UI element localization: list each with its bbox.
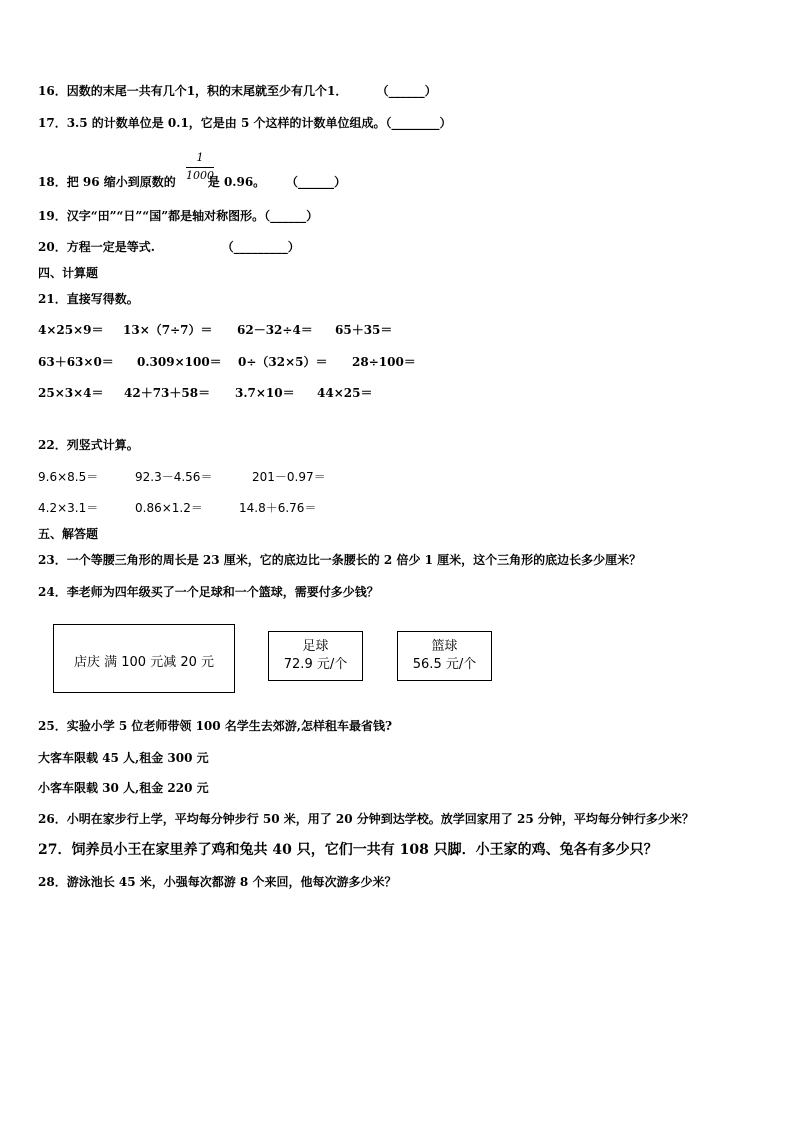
fraction-bar — [186, 167, 214, 168]
question-17: 17．3.5 的计数单位是 0.1，它是由 5 个这样的计数单位组成。（________） — [38, 116, 452, 130]
q21-item: 3.7×10＝ — [235, 386, 295, 400]
basketball-price: 56.5 元/个 — [412, 657, 477, 672]
q21-item: 28÷100＝ — [352, 355, 416, 369]
fraction-numerator: 1 — [196, 151, 204, 164]
q22-item: 201－0.97＝ — [252, 470, 326, 484]
q21-item: 65＋35＝ — [335, 323, 393, 337]
basketball-price-card — [397, 631, 492, 681]
q21-item: 13×（7÷7）＝ — [123, 323, 213, 337]
question-24: 24．李老师为四年级买了一个足球和一个篮球，需要付多少钱？ — [38, 585, 379, 599]
football-price: 72.9 元/个 — [283, 657, 348, 672]
question-21: 21．直接写得数。 — [38, 292, 139, 306]
question-18-before-fraction: 18．把 96 缩小到原数的 — [38, 175, 176, 189]
store-promotion-text: 店庆 满 100 元减 20 元 — [73, 655, 215, 670]
question-28: 28．游泳池长 45 米，小强每次都游 8 个来回，他每次游多少米？ — [38, 875, 397, 889]
fraction-denominator: 1000 — [186, 169, 214, 182]
question-23: 23．一个等腰三角形的周长是 23 厘米，它的底边比一条腰长的 2 倍少 1 厘米，这个三角形的底边长多少厘米？ — [38, 553, 642, 567]
question-16: 16．因数的末尾一共有几个1，积的末尾就至少有几个1． （______） — [38, 84, 437, 98]
q21-item: 0.309×100＝ — [137, 355, 222, 369]
q25-large-bus: 大客车限载 45 人,租金 300 元 — [38, 751, 209, 765]
q21-item: 0÷（32×5）＝ — [238, 355, 328, 369]
q21-item: 4×25×9＝ — [38, 323, 104, 337]
section-5-heading: 五、解答题 — [38, 527, 99, 541]
q21-item: 25×3×4＝ — [38, 386, 104, 400]
question-19: 19．汉字“田”“日”“国”都是轴对称图形。（______） — [38, 209, 319, 223]
question-26: 26．小明在家步行上学，平均每分钟步行 50 米，用了 20 分钟到达学校。放学回家用了 25 分钟，平均每分钟行多少米？ — [38, 812, 694, 826]
question-25: 25．实验小学 5 位老师带领 100 名学生去郊游,怎样租车最省钱? — [38, 719, 393, 733]
q22-item: 9.6×8.5＝ — [38, 470, 99, 484]
section-4-heading: 四、计算题 — [38, 266, 99, 280]
q22-item: 14.8＋6.76＝ — [239, 501, 317, 515]
q22-item: 92.3－4.56＝ — [135, 470, 213, 484]
store-promotion-box — [53, 624, 235, 693]
q21-item: 44×25＝ — [317, 386, 373, 400]
football-price-card — [268, 631, 363, 681]
q22-item: 0.86×1.2＝ — [135, 501, 203, 515]
basketball-name: 篮球 — [431, 639, 458, 654]
q21-item: 63＋63×0＝ — [38, 355, 114, 369]
q21-item: 42＋73＋58＝ — [124, 386, 211, 400]
football-name: 足球 — [302, 639, 329, 654]
q21-item: 62－32÷4＝ — [237, 323, 313, 337]
question-20: 20．方程一定是等式. （_________） — [38, 240, 300, 254]
q22-item: 4.2×3.1＝ — [38, 501, 99, 515]
question-27: 27．饲养员小王在家里养了鸡和兔共 40 只，它们一共有 108 只脚．小王家的鸡、兔各有多少只？ — [38, 842, 658, 858]
question-22: 22．列竖式计算。 — [38, 438, 139, 452]
q25-small-bus: 小客车限载 30 人,租金 220 元 — [38, 781, 209, 795]
question-18-after-fraction: 是 0.96。 （______） — [207, 175, 347, 189]
